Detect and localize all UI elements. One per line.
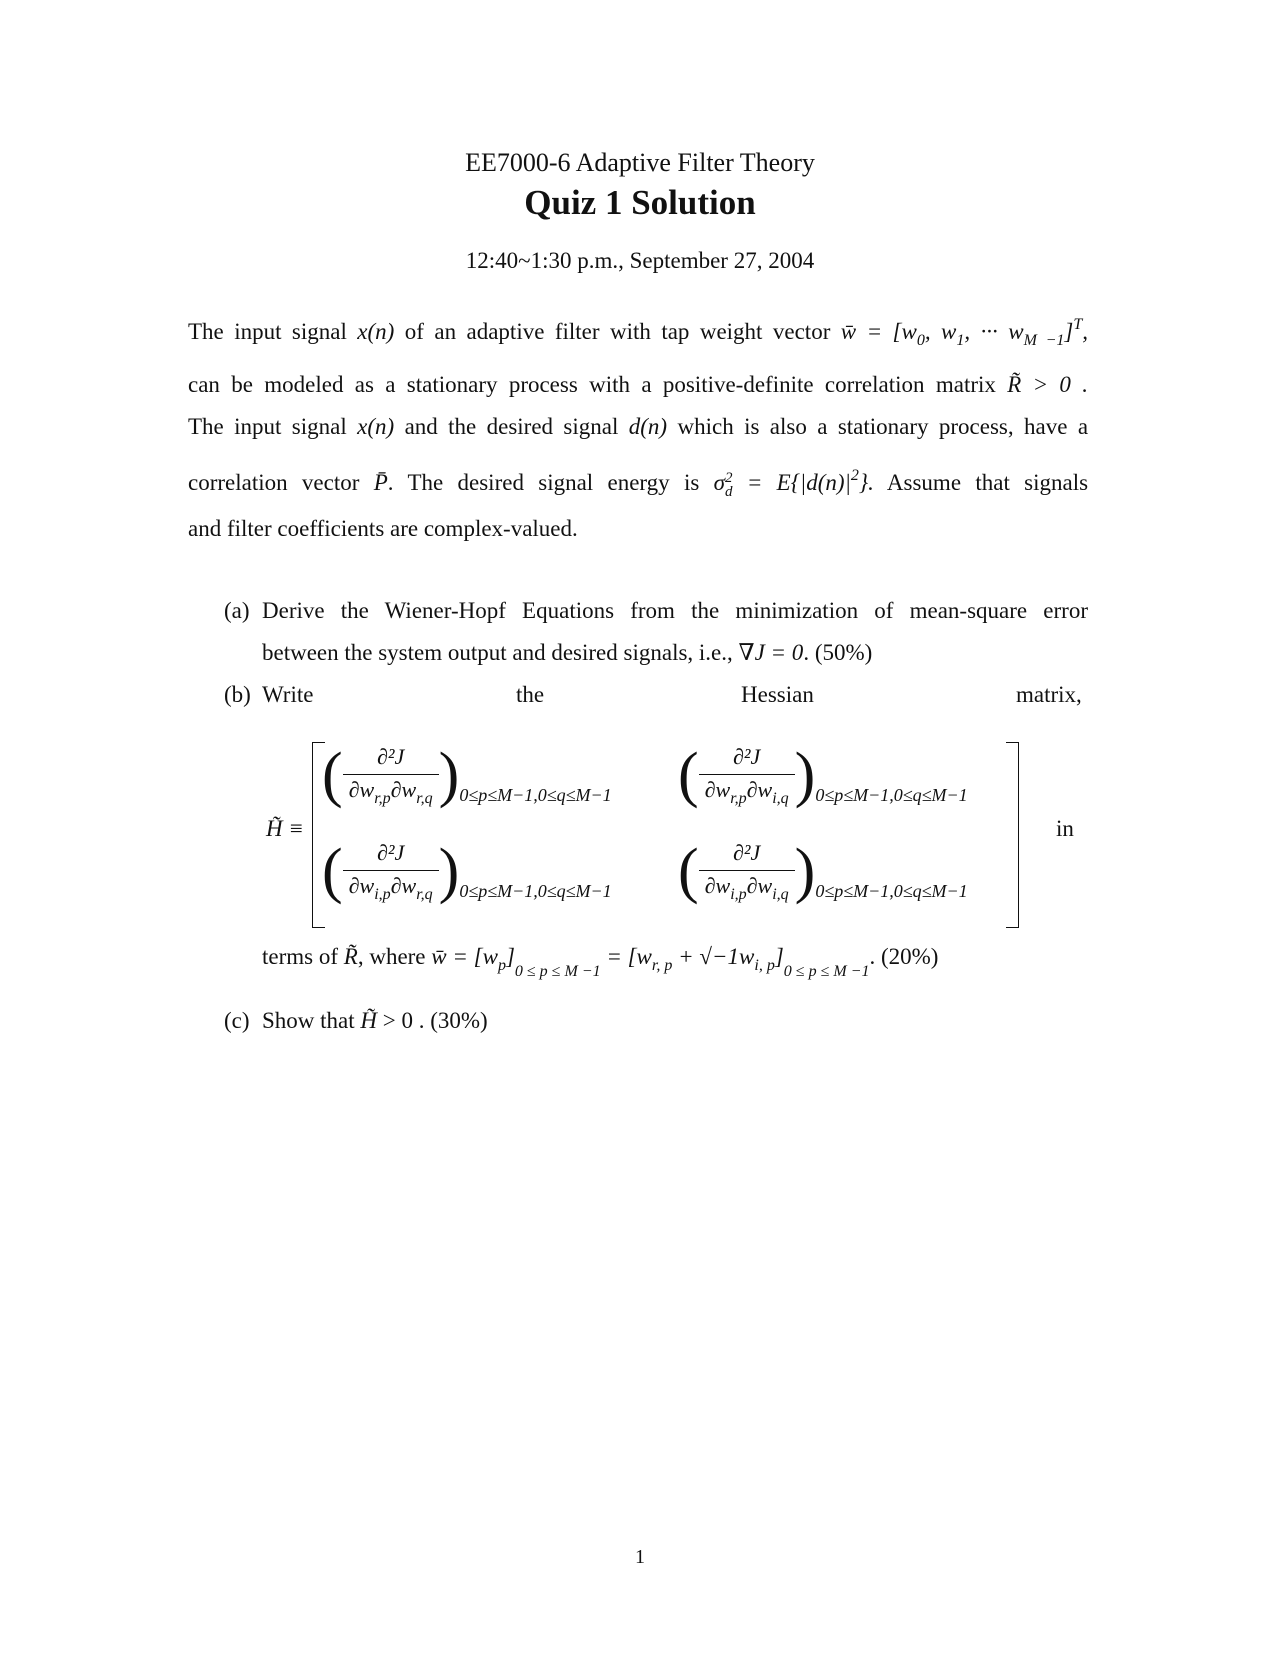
text-span: which is also a stationary process, have a	[677, 414, 1089, 439]
fraction	[699, 744, 795, 808]
text-span: can be modeled as a stationary process with a positive-definite correlation matrix	[188, 372, 996, 397]
fraction-denominator	[699, 870, 795, 904]
math-part: ∂w	[390, 776, 417, 802]
math-part: ∂w	[348, 872, 375, 898]
fraction-numerator: ∂²J	[733, 743, 761, 769]
math-sup: 2	[725, 469, 733, 486]
math-part: = E{|d(n)|	[746, 470, 851, 495]
question-a-line-2	[262, 640, 872, 666]
text-span: Assume that signals	[886, 470, 1089, 495]
math-part: ]	[1064, 319, 1074, 344]
math-sub: i, p	[754, 957, 775, 974]
math-part: =	[606, 944, 622, 969]
text-span: and the desired signal	[404, 414, 619, 439]
math-part: , w	[924, 319, 957, 344]
math-part: }.	[858, 470, 874, 495]
math-part: ∂w	[704, 776, 731, 802]
paren-open: (	[322, 837, 343, 905]
math-R-positive: R̃ > 0 .	[1007, 372, 1089, 397]
math-sub: d	[725, 483, 733, 500]
math-sub: i,q	[772, 885, 789, 903]
math-sub: M −1	[1023, 332, 1065, 349]
hessian-entry-12	[678, 740, 968, 811]
math-part: ∂w	[390, 872, 417, 898]
math-part: ∂w	[746, 776, 773, 802]
matrix-right-bracket	[1006, 742, 1019, 928]
fraction-numerator: ∂²J	[733, 839, 761, 865]
intro-line-1	[188, 316, 1088, 350]
math-R: R̃	[343, 944, 358, 969]
text-span: . (20%)	[869, 944, 939, 969]
paren-close: )	[438, 741, 460, 809]
text-span: > 0 . (30%)	[382, 1008, 488, 1033]
math-sub: 0 ≤ p ≤ M −1	[514, 963, 601, 980]
math-part: σ	[713, 470, 726, 495]
math-supsub	[725, 471, 733, 499]
index-range: 0≤p≤M−1,0≤q≤M−1	[459, 881, 612, 902]
math-weight-vector	[840, 316, 1088, 349]
text-span: terms of	[262, 944, 339, 969]
index-range: 0≤p≤M−1,0≤q≤M−1	[815, 785, 968, 806]
math-sub: i,p	[730, 885, 747, 903]
question-b-word-4: matrix,	[1016, 682, 1082, 707]
question-b-word-1: Write	[262, 682, 314, 707]
paren-close: )	[794, 741, 816, 809]
paren-close: )	[794, 837, 816, 905]
page-title: Quiz 1 Solution	[524, 183, 756, 222]
fraction-numerator: ∂²J	[377, 839, 405, 865]
math-gradient: ∇J = 0	[738, 640, 804, 665]
math-part: + √−1w	[678, 944, 755, 969]
math-x-n: x(n)	[357, 319, 395, 344]
hessian-entry-22	[678, 836, 968, 907]
math-sub: 1	[956, 332, 965, 349]
question-c-label: (c)	[224, 1008, 250, 1033]
question-b-in: in	[1056, 816, 1074, 841]
math-P-vector: P̄	[373, 470, 388, 495]
fraction	[343, 840, 439, 904]
fraction-denominator	[343, 774, 439, 808]
question-b-word-3: Hessian	[741, 682, 814, 707]
text-span: of an adaptive filter with tap weight vector	[404, 319, 831, 344]
fraction	[699, 840, 795, 904]
text-span: between the system output and desired signals, i.e.,	[262, 640, 733, 665]
math-part: ,	[1082, 319, 1088, 344]
hessian-entry-21	[322, 836, 612, 907]
hessian-entry-11	[322, 740, 612, 811]
math-sub: r,p	[374, 789, 391, 807]
question-c-text	[262, 1008, 488, 1034]
math-part: w̄ = [w	[840, 319, 917, 344]
paren-close: )	[438, 837, 460, 905]
math-part: ∂w	[704, 872, 731, 898]
math-part: w̄ =	[431, 944, 468, 969]
math-x-n: x(n)	[357, 414, 395, 439]
text-span: The input signal	[188, 414, 347, 439]
text-span: correlation vector	[188, 470, 360, 495]
math-sup: T	[1073, 316, 1083, 333]
paren-open: (	[322, 741, 343, 809]
math-sub: 0	[916, 332, 925, 349]
math-sub: r, p	[651, 957, 673, 974]
paren-open: (	[678, 837, 699, 905]
page-number: 1	[635, 1546, 645, 1568]
math-part: ∂w	[348, 776, 375, 802]
fraction-numerator: ∂²J	[377, 743, 405, 769]
intro-line-4	[188, 467, 1088, 499]
math-sub: p	[497, 957, 506, 974]
index-range: 0≤p≤M−1,0≤q≤M−1	[815, 881, 968, 902]
intro-line-3	[188, 414, 1088, 440]
math-signal-energy	[713, 467, 874, 500]
math-H-def: H̃ ≡	[266, 816, 304, 841]
text-span: . The desired signal energy is	[387, 470, 700, 495]
fraction-denominator	[699, 774, 795, 808]
math-sub: r,p	[730, 789, 747, 807]
question-a-line-1: Derive the Wiener-Hopf Equations from the minimization of mean-square error	[262, 598, 1088, 623]
index-range: 0≤p≤M−1,0≤q≤M−1	[459, 785, 612, 806]
text-span: . (50%)	[803, 640, 873, 665]
math-part: [w	[473, 944, 498, 969]
intro-line-2	[188, 372, 1088, 398]
math-sub: i,q	[772, 789, 789, 807]
text-span: The input signal	[188, 319, 347, 344]
math-sub: 0 ≤ p ≤ M −1	[783, 963, 870, 980]
math-H: H̃	[360, 1008, 378, 1033]
math-part: ]	[505, 944, 515, 969]
math-d-n: d(n)	[628, 414, 668, 439]
quiz-datetime: 12:40~1:30 p.m., September 27, 2004	[465, 248, 815, 273]
math-part: ]	[774, 944, 784, 969]
text-span: , where	[357, 944, 426, 969]
math-sub: i,p	[374, 885, 391, 903]
math-part: , ··· w	[964, 319, 1024, 344]
question-b-terms-line	[262, 944, 938, 981]
intro-line-5: and filter coefficients are complex-valued.	[188, 516, 578, 541]
math-part: [w	[627, 944, 652, 969]
paren-open: (	[678, 741, 699, 809]
math-sup: 2	[850, 467, 859, 484]
question-a-label: (a)	[224, 598, 250, 623]
question-b-label: (b)	[224, 682, 251, 707]
math-sub: r,q	[416, 885, 433, 903]
text-span: Show that	[262, 1008, 355, 1033]
fraction	[343, 744, 439, 808]
math-sub: r,q	[416, 789, 433, 807]
question-b-word-2: the	[516, 682, 545, 707]
fraction-denominator	[343, 870, 439, 904]
course-title: EE7000-6 Adaptive Filter Theory	[465, 148, 815, 177]
math-part: ∂w	[746, 872, 773, 898]
